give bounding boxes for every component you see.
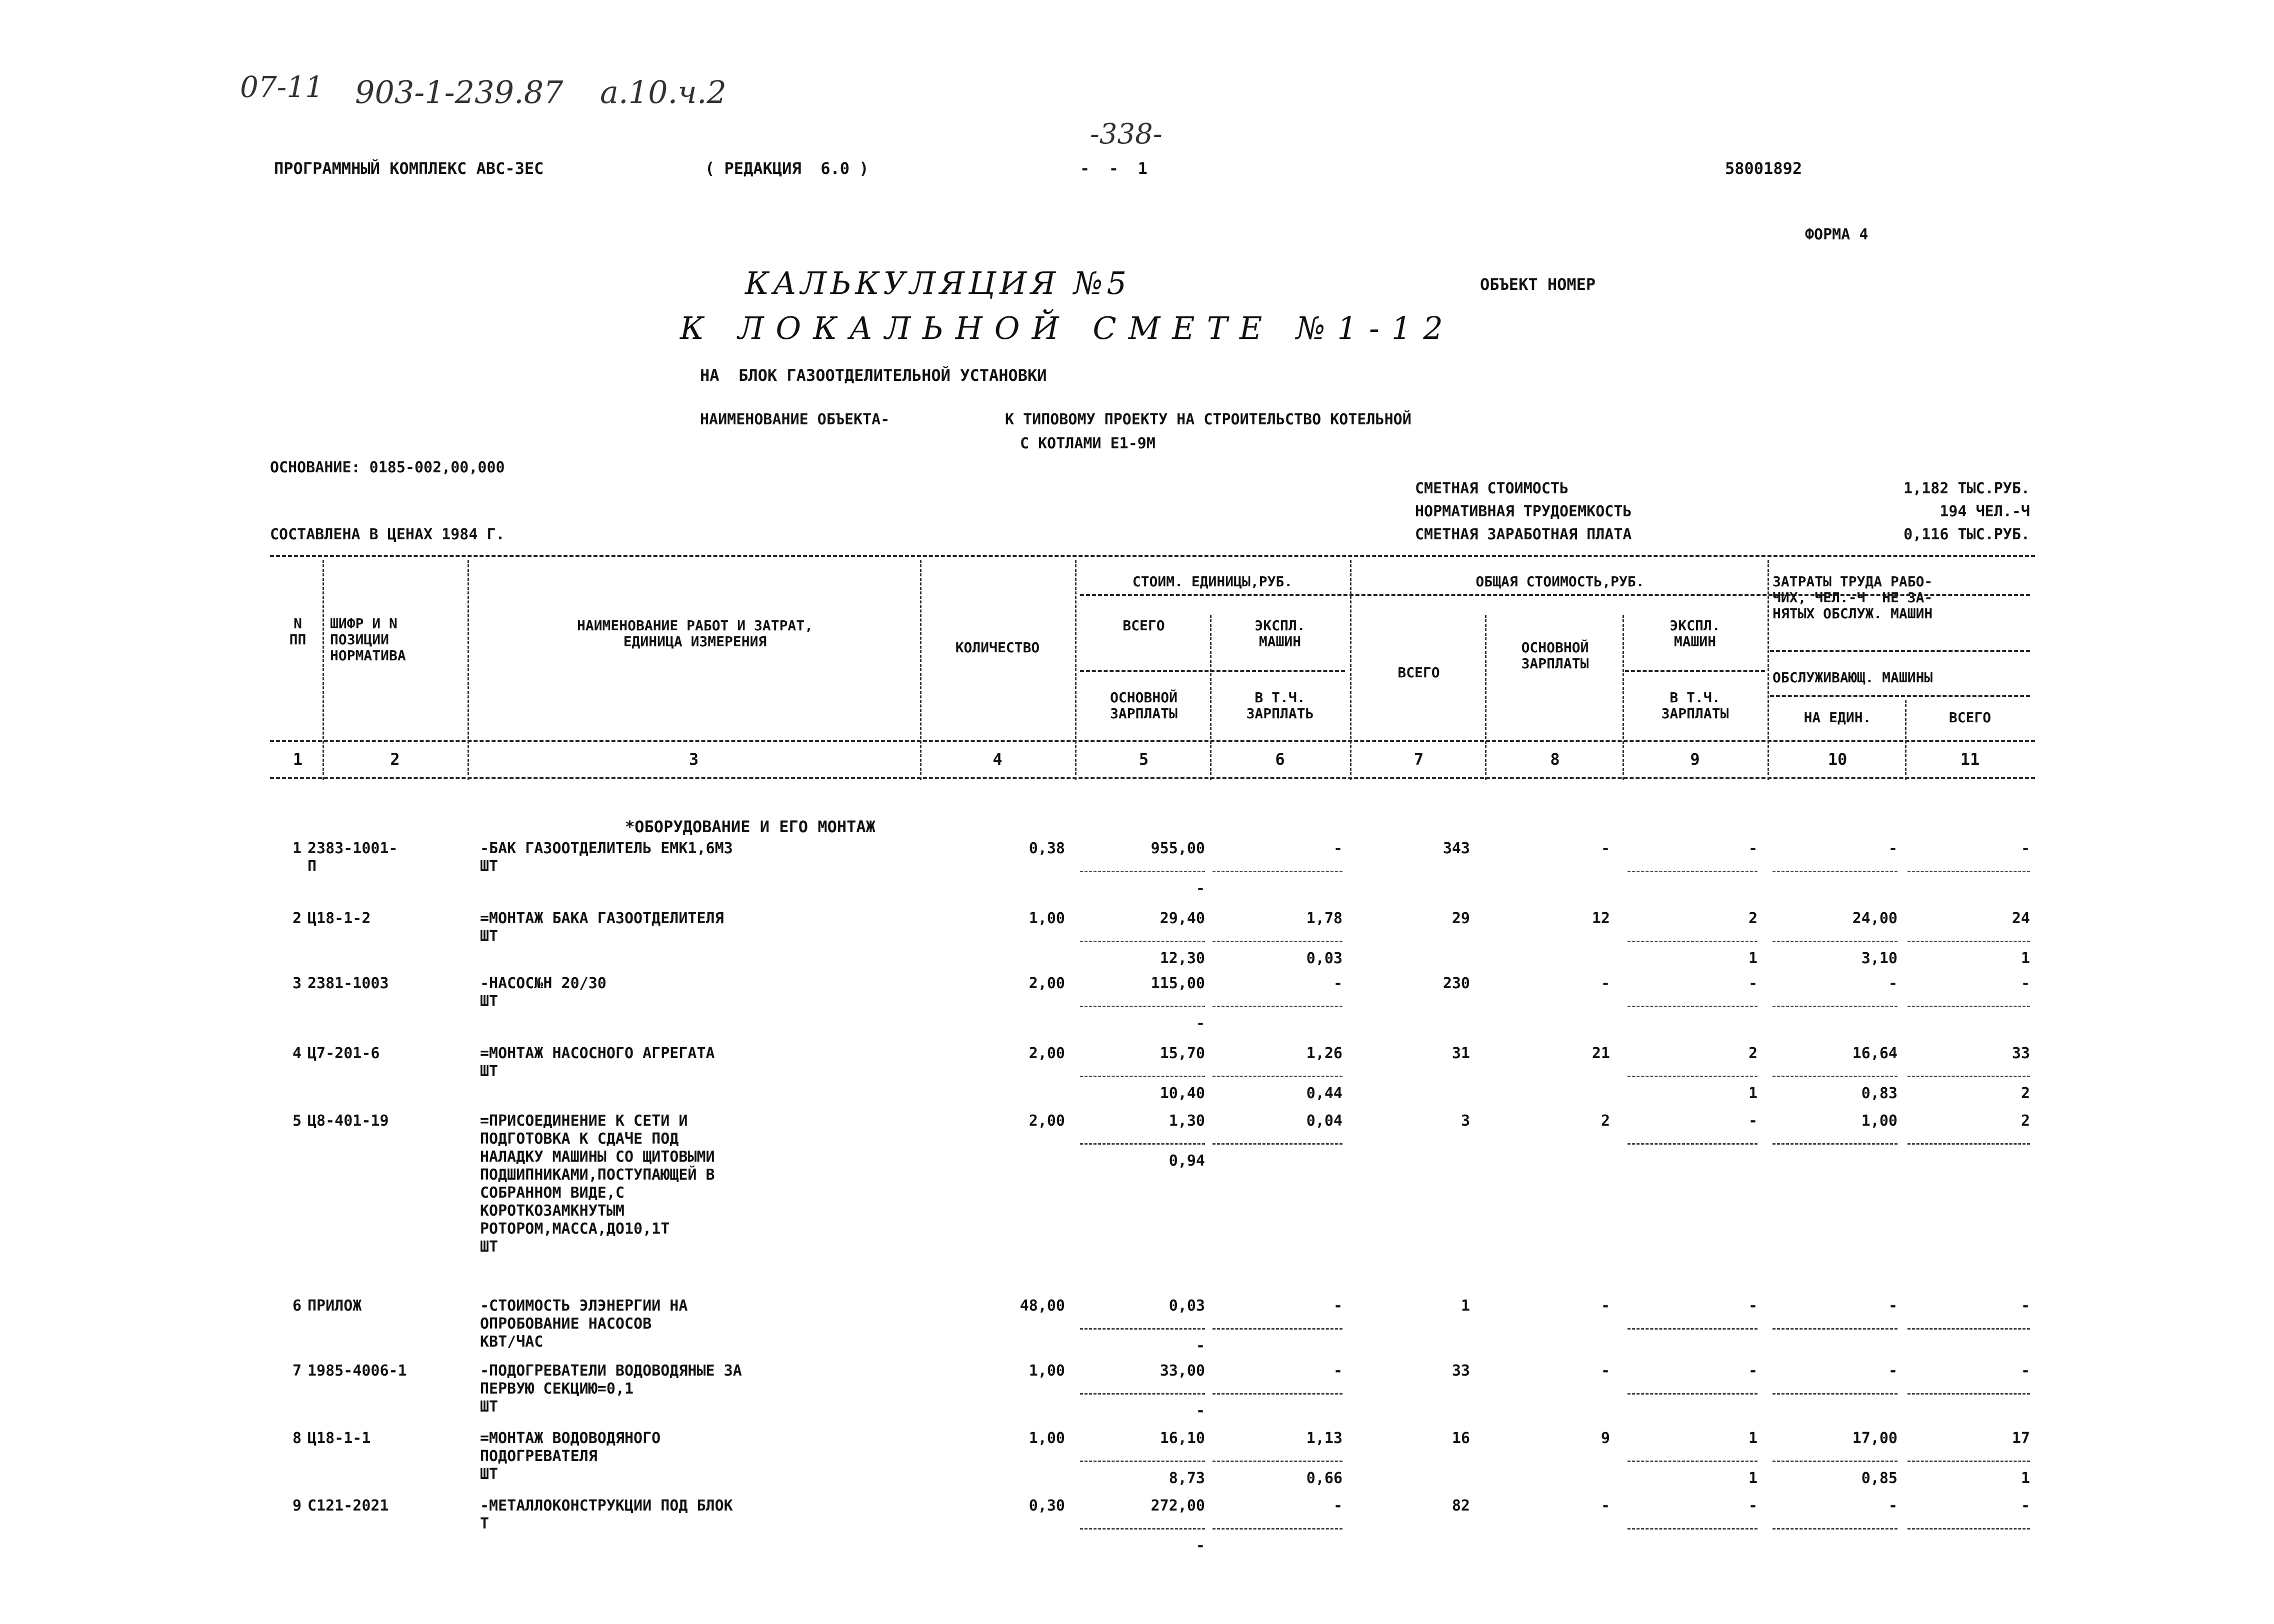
total-salary: - xyxy=(1600,975,1610,992)
row-code: С121-2021 xyxy=(308,1497,389,1515)
cell-divider xyxy=(1772,1143,1898,1145)
form-number: ФОРМА 4 xyxy=(1805,226,1868,243)
unit-salary: - xyxy=(1196,1337,1205,1355)
column-number: 7 xyxy=(1414,750,1424,769)
block-title: НА БЛОК ГАЗООТДЕЛИТЕЛЬНОЙ УСТАНОВКИ xyxy=(700,366,1047,385)
summary-label: СМЕТНАЯ ЗАРАБОТНАЯ ПЛАТА xyxy=(1415,526,1632,543)
header-bottom-rule xyxy=(270,740,2035,742)
cell-divider xyxy=(1628,1006,1758,1007)
row-quantity: 1,00 xyxy=(1028,1430,1065,1447)
summary-label: НОРМАТИВНАЯ ТРУДОЕМКОСТЬ xyxy=(1415,503,1632,520)
program-line: ПРОГРАММНЫЙ КОМПЛЕКС АВС-3ЕС xyxy=(274,159,544,178)
object-name-line-1: К ТИПОВОМУ ПРОЕКТУ НА СТРОИТЕЛЬСТВО КОТЕЛЬНОЙ xyxy=(1005,411,1412,428)
labor-split-rule xyxy=(1770,650,2030,652)
cell-divider xyxy=(1908,1461,2030,1462)
cell-divider xyxy=(1212,1328,1342,1330)
unit-machine: 0,04 xyxy=(1306,1112,1342,1130)
row-name: =МОНТАЖ БАКА ГАЗООТДЕЛИТЕЛЯ ШТ xyxy=(480,910,724,945)
labor-total: - xyxy=(2020,1362,2030,1380)
row-code: Ц7-201-6 xyxy=(308,1045,380,1062)
row-name: -БАК ГАЗООТДЕЛИТЕЛЬ ЕМК1,6М3 ШТ xyxy=(480,840,733,875)
row-code: 1985-4006-1 xyxy=(308,1362,407,1380)
column-number: 9 xyxy=(1690,750,1700,769)
unit-machine: - xyxy=(1333,1362,1342,1380)
total-salary: 2 xyxy=(1600,1112,1610,1130)
unit-salary: 10,40 xyxy=(1160,1085,1205,1102)
labor-total: 33 xyxy=(2012,1045,2030,1062)
edition: ( РЕДАКЦИЯ 6.0 ) xyxy=(705,159,869,178)
cell-divider xyxy=(1080,1076,1205,1077)
handwritten-album: а.10.ч.2 xyxy=(600,74,726,110)
unit-salary: - xyxy=(1196,1015,1205,1032)
labor-total: - xyxy=(2020,840,2030,857)
unit-cost-split-rule xyxy=(1080,670,1345,672)
column-number: 1 xyxy=(292,750,303,769)
column-number: 2 xyxy=(390,750,400,769)
total-all: 31 xyxy=(1452,1045,1470,1062)
cell-divider xyxy=(1080,1461,1205,1462)
labor-machines-total: 1 xyxy=(2020,950,2030,967)
column-numbers-rule xyxy=(270,777,2035,779)
row-name: =МОНТАЖ НАСОСНОГО АГРЕГАТА ШТ xyxy=(480,1045,715,1080)
row-quantity: 2,00 xyxy=(1028,1112,1065,1130)
row-code: 2383-1001- П xyxy=(308,840,398,875)
cell-divider xyxy=(1080,1393,1205,1395)
total-salary: 12 xyxy=(1592,910,1610,927)
total-all: 33 xyxy=(1452,1362,1470,1380)
row-number: 5 xyxy=(292,1112,302,1130)
header-unit-cost: СТОИМ. ЕДИНИЦЫ,РУБ. xyxy=(1132,573,1293,590)
total-machine-salary: 1 xyxy=(1748,1085,1758,1102)
row-code: Ц18-1-2 xyxy=(308,910,371,927)
compiled-prices: СОСТАВЛЕНА В ЦЕНАХ 1984 Г. xyxy=(270,526,505,543)
labor-machines-total: 1 xyxy=(2020,1470,2030,1487)
total-all: 343 xyxy=(1442,840,1470,857)
row-number: 6 xyxy=(292,1297,302,1315)
col-divider xyxy=(1485,615,1486,780)
total-all: 1 xyxy=(1460,1297,1470,1315)
row-quantity: 0,30 xyxy=(1028,1497,1065,1515)
unit-total: 0,03 xyxy=(1168,1297,1205,1315)
cell-divider xyxy=(1772,1393,1898,1395)
cell-divider xyxy=(1080,1328,1205,1330)
row-code: 2381-1003 xyxy=(308,975,389,992)
labor-per-unit: 24,00 xyxy=(1852,910,1898,927)
cell-divider xyxy=(1772,1328,1898,1330)
labor-machines-per-unit: 0,85 xyxy=(1861,1470,1898,1487)
cell-divider xyxy=(1212,1006,1342,1007)
total-machine-salary: 1 xyxy=(1748,1470,1758,1487)
unit-machine: - xyxy=(1333,1497,1342,1515)
cell-divider xyxy=(1212,1528,1342,1530)
row-number: 8 xyxy=(292,1430,302,1447)
header-total-salary: ОСНОВНОЙ ЗАРПЛАТЫ xyxy=(1521,639,1589,672)
unit-machine-salary: 0,66 xyxy=(1306,1470,1342,1487)
unit-salary: - xyxy=(1196,1537,1205,1555)
cell-divider xyxy=(1212,1143,1342,1145)
cell-divider xyxy=(1080,871,1205,872)
labor-machines-per-unit: 3,10 xyxy=(1861,950,1898,967)
labor-per-unit: 16,64 xyxy=(1852,1045,1898,1062)
object-name-line-2: С КОТЛАМИ Е1-9М xyxy=(1020,435,1156,452)
header-labor-machines: ОБСЛУЖИВАЮЩ. МАШИНЫ xyxy=(1772,669,1933,686)
labor-per-unit: - xyxy=(1888,975,1898,992)
header-per-unit: НА ЕДИН. xyxy=(1804,709,1872,726)
column-number: 10 xyxy=(1828,750,1848,769)
unit-total: 15,70 xyxy=(1160,1045,1205,1062)
unit-machine-salary: 0,44 xyxy=(1306,1085,1342,1102)
doc-code: 58001892 xyxy=(1725,159,1802,178)
total-machine: 2 xyxy=(1748,1045,1758,1062)
unit-machine: - xyxy=(1333,975,1342,992)
cell-divider xyxy=(1628,1461,1758,1462)
object-name-label: НАИМЕНОВАНИЕ ОБЪЕКТА- xyxy=(700,411,890,428)
total-machine-salary: 1 xyxy=(1748,950,1758,967)
page-number: -338- xyxy=(1090,118,1162,150)
unit-salary: 8,73 xyxy=(1168,1470,1205,1487)
row-quantity: 2,00 xyxy=(1028,975,1065,992)
labor-total: - xyxy=(2020,975,2030,992)
unit-total: 29,40 xyxy=(1160,910,1205,927)
header-unit-machine-salary: В Т.Ч. ЗАРПЛАТЬ xyxy=(1246,689,1314,722)
summary-value: 0,116 ТЫС.РУБ. xyxy=(1904,526,2030,543)
cell-divider xyxy=(1212,871,1342,872)
cell-divider xyxy=(1908,1143,2030,1145)
row-quantity: 2,00 xyxy=(1028,1045,1065,1062)
labor-per-unit: 17,00 xyxy=(1852,1430,1898,1447)
cell-divider xyxy=(1908,871,2030,872)
cell-divider xyxy=(1080,941,1205,942)
unit-total: 1,30 xyxy=(1168,1112,1205,1130)
header-total-cost: ОБЩАЯ СТОИМОСТЬ,РУБ. xyxy=(1476,573,1644,590)
col-divider xyxy=(1350,560,1352,780)
total-salary: 21 xyxy=(1592,1045,1610,1062)
handwritten-series: 903-1-239.87 xyxy=(355,74,564,110)
row-number: 4 xyxy=(292,1045,302,1062)
unit-machine: 1,26 xyxy=(1306,1045,1342,1062)
summary-value: 194 ЧЕЛ.-Ч xyxy=(1940,503,2030,520)
row-number: 2 xyxy=(292,910,302,927)
total-all: 29 xyxy=(1452,910,1470,927)
header-labor: ЗАТРАТЫ ТРУДА РАБО- ЧИХ, ЧЕЛ.-Ч НЕ ЗА- НЯТЫХ ОБСЛУЖ. МАШИН xyxy=(1772,573,1933,622)
labor-per-unit: - xyxy=(1888,1297,1898,1315)
page-marks: - - 1 xyxy=(1080,159,1148,178)
col-divider xyxy=(1768,560,1769,780)
row-number: 1 xyxy=(292,840,302,857)
labor-per-unit: - xyxy=(1888,1362,1898,1380)
total-machine: - xyxy=(1748,840,1758,857)
col-divider xyxy=(920,560,922,780)
header-total-all: ВСЕГО xyxy=(1398,664,1440,681)
col-divider xyxy=(1622,615,1624,780)
cell-divider xyxy=(1212,1393,1342,1395)
header-unit-total: ВСЕГО xyxy=(1122,617,1165,634)
unit-total: 33,00 xyxy=(1160,1362,1205,1380)
cell-divider xyxy=(1628,1143,1758,1145)
row-name: =МОНТАЖ ВОДОВОДЯНОГО ПОДОГРЕВАТЕЛЯ ШТ xyxy=(480,1430,661,1483)
cell-divider xyxy=(1212,1461,1342,1462)
column-number: 5 xyxy=(1138,750,1149,769)
row-name: -СТОИМОСТЬ ЭЛЭНЕРГИИ НА ОПРОБОВАНИЕ НАСОСОВ КВТ/ЧАС xyxy=(480,1297,688,1351)
unit-machine: 1,13 xyxy=(1306,1430,1342,1447)
cell-divider xyxy=(1908,1006,2030,1007)
cell-divider xyxy=(1908,1076,2030,1077)
unit-machine: - xyxy=(1333,1297,1342,1315)
cell-divider xyxy=(1772,1006,1898,1007)
row-name: -ПОДОГРЕВАТЕЛИ ВОДОВОДЯНЫЕ ЗА ПЕРВУЮ СЕКЦИЮ=0,1 ШТ xyxy=(480,1362,742,1416)
row-name: -МЕТАЛЛОКОНСТРУКЦИИ ПОД БЛОК Т xyxy=(480,1497,733,1533)
header-total-machine-salary: В Т.Ч. ЗАРПЛАТЫ xyxy=(1661,689,1729,722)
cell-divider xyxy=(1772,871,1898,872)
object-number-label: ОБЪЕКТ НОМЕР xyxy=(1480,275,1596,294)
unit-salary: - xyxy=(1196,880,1205,897)
labor-total: 2 xyxy=(2020,1112,2030,1130)
labor-total: 24 xyxy=(2012,910,2030,927)
col-divider xyxy=(322,560,324,780)
column-number: 3 xyxy=(688,750,699,769)
labor-per-unit: 1,00 xyxy=(1861,1112,1898,1130)
cell-divider xyxy=(1212,941,1342,942)
labor-total: 17 xyxy=(2012,1430,2030,1447)
row-name: -НАСОС№Н 20/30 ШТ xyxy=(480,975,606,1010)
labor-machines-total: 2 xyxy=(2020,1085,2030,1102)
row-quantity: 1,00 xyxy=(1028,910,1065,927)
column-number: 6 xyxy=(1275,750,1285,769)
total-salary: - xyxy=(1600,1297,1610,1315)
total-salary: - xyxy=(1600,840,1610,857)
cell-divider xyxy=(1772,1528,1898,1530)
col-divider xyxy=(1905,700,1906,780)
labor-per-unit: - xyxy=(1888,840,1898,857)
total-machine: 1 xyxy=(1748,1430,1758,1447)
total-machine: - xyxy=(1748,1112,1758,1130)
summary-value: 1,182 ТЫС.РУБ. xyxy=(1904,480,2030,497)
total-all: 3 xyxy=(1460,1112,1470,1130)
cell-divider xyxy=(1908,941,2030,942)
cell-divider xyxy=(1628,941,1758,942)
calc-title: КАЛЬКУЛЯЦИЯ №5 xyxy=(745,265,1131,301)
labor-total: - xyxy=(2020,1297,2030,1315)
header-labor-total: ВСЕГО xyxy=(1948,709,1992,726)
cell-divider xyxy=(1080,1143,1205,1145)
header-n: N ПП xyxy=(289,615,306,648)
total-machine: - xyxy=(1748,1497,1758,1515)
section-title: *ОБОРУДОВАНИЕ И ЕГО МОНТАЖ xyxy=(625,817,876,836)
cell-divider xyxy=(1080,1006,1205,1007)
total-all: 230 xyxy=(1442,975,1470,992)
row-code: Ц18-1-1 xyxy=(308,1430,371,1447)
cell-divider xyxy=(1908,1393,2030,1395)
total-salary: - xyxy=(1600,1362,1610,1380)
machine-split-rule xyxy=(1625,670,1765,672)
header-unit-salary: ОСНОВНОЙ ЗАРПЛАТЫ xyxy=(1110,689,1178,722)
header-unit-machine: ЭКСПЛ. МАШИН xyxy=(1254,617,1306,650)
col-divider xyxy=(1075,560,1076,780)
column-number: 11 xyxy=(1960,750,1980,769)
cell-divider xyxy=(1772,1076,1898,1077)
col-divider xyxy=(468,560,469,780)
cell-divider xyxy=(1628,1528,1758,1530)
row-number: 3 xyxy=(292,975,302,992)
header-total-machine: ЭКСПЛ. МАШИН xyxy=(1670,617,1720,650)
row-name: =ПРИСОЕДИНЕНИЕ К СЕТИ И ПОДГОТОВКА К СДАЧЕ ПОД НАЛАДКУ МАШИНЫ СО ЩИТОВЫМИ ПОДШИПНИКАМИ,ПОСТУПАЮЩЕЙ В СОБРАННОМ ВИДЕ,С КОРОТКОЗАМКНУТЫМ РОТОРОМ,МАССА,ДО10,1Т ШТ xyxy=(480,1112,715,1256)
unit-salary: 12,30 xyxy=(1160,950,1205,967)
total-all: 16 xyxy=(1452,1430,1470,1447)
cell-divider xyxy=(1908,1328,2030,1330)
total-machine: - xyxy=(1748,975,1758,992)
total-all: 82 xyxy=(1452,1497,1470,1515)
cell-divider xyxy=(1212,1076,1342,1077)
table-top-rule xyxy=(270,555,2035,557)
labor-machines-per-unit: 0,83 xyxy=(1861,1085,1898,1102)
cell-divider xyxy=(1628,1393,1758,1395)
labor-total: - xyxy=(2020,1497,2030,1515)
unit-total: 16,10 xyxy=(1160,1430,1205,1447)
summary-label: СМЕТНАЯ СТОИМОСТЬ xyxy=(1415,480,1569,497)
row-quantity: 1,00 xyxy=(1028,1362,1065,1380)
labor-split-rule xyxy=(1770,695,2030,697)
header-code: ШИФР И N ПОЗИЦИИ НОРМАТИВА xyxy=(330,615,406,664)
basis: ОСНОВАНИЕ: 0185-002,00,000 xyxy=(270,459,505,476)
unit-total: 115,00 xyxy=(1150,975,1205,992)
unit-machine: - xyxy=(1333,840,1342,857)
row-code: Ц8-401-19 xyxy=(308,1112,389,1130)
cell-divider xyxy=(1080,1528,1205,1530)
cell-divider xyxy=(1628,1076,1758,1077)
col-divider xyxy=(1210,615,1212,780)
header-qty: КОЛИЧЕСТВО xyxy=(955,639,1040,656)
unit-total: 955,00 xyxy=(1150,840,1205,857)
total-salary: 9 xyxy=(1600,1430,1610,1447)
cell-divider xyxy=(1628,871,1758,872)
total-salary: - xyxy=(1600,1497,1610,1515)
handwritten-code: 07-11 xyxy=(240,70,324,104)
cell-divider xyxy=(1772,941,1898,942)
column-number: 8 xyxy=(1550,750,1560,769)
cell-divider xyxy=(1772,1461,1898,1462)
cell-divider xyxy=(1628,1328,1758,1330)
total-machine: 2 xyxy=(1748,910,1758,927)
cell-divider xyxy=(1908,1528,2030,1530)
total-machine: - xyxy=(1748,1362,1758,1380)
header-name: НАИМЕНОВАНИЕ РАБОТ И ЗАТРАТ, ЕДИНИЦА ИЗМЕРЕНИЯ xyxy=(576,617,813,650)
unit-salary: - xyxy=(1196,1402,1205,1420)
unit-total: 272,00 xyxy=(1150,1497,1205,1515)
row-code: ПРИЛОЖ xyxy=(308,1297,362,1315)
unit-machine: 1,78 xyxy=(1306,910,1342,927)
total-machine: - xyxy=(1748,1297,1758,1315)
labor-per-unit: - xyxy=(1888,1497,1898,1515)
estimate-title: К ЛОКАЛЬНОЙ СМЕТЕ №1-12 xyxy=(680,310,1455,346)
column-number: 4 xyxy=(992,750,1002,769)
row-quantity: 0,38 xyxy=(1028,840,1065,857)
row-number: 7 xyxy=(292,1362,302,1380)
unit-machine-salary: 0,03 xyxy=(1306,950,1342,967)
row-number: 9 xyxy=(292,1497,302,1515)
row-quantity: 48,00 xyxy=(1020,1297,1065,1315)
unit-salary: 0,94 xyxy=(1168,1152,1205,1170)
